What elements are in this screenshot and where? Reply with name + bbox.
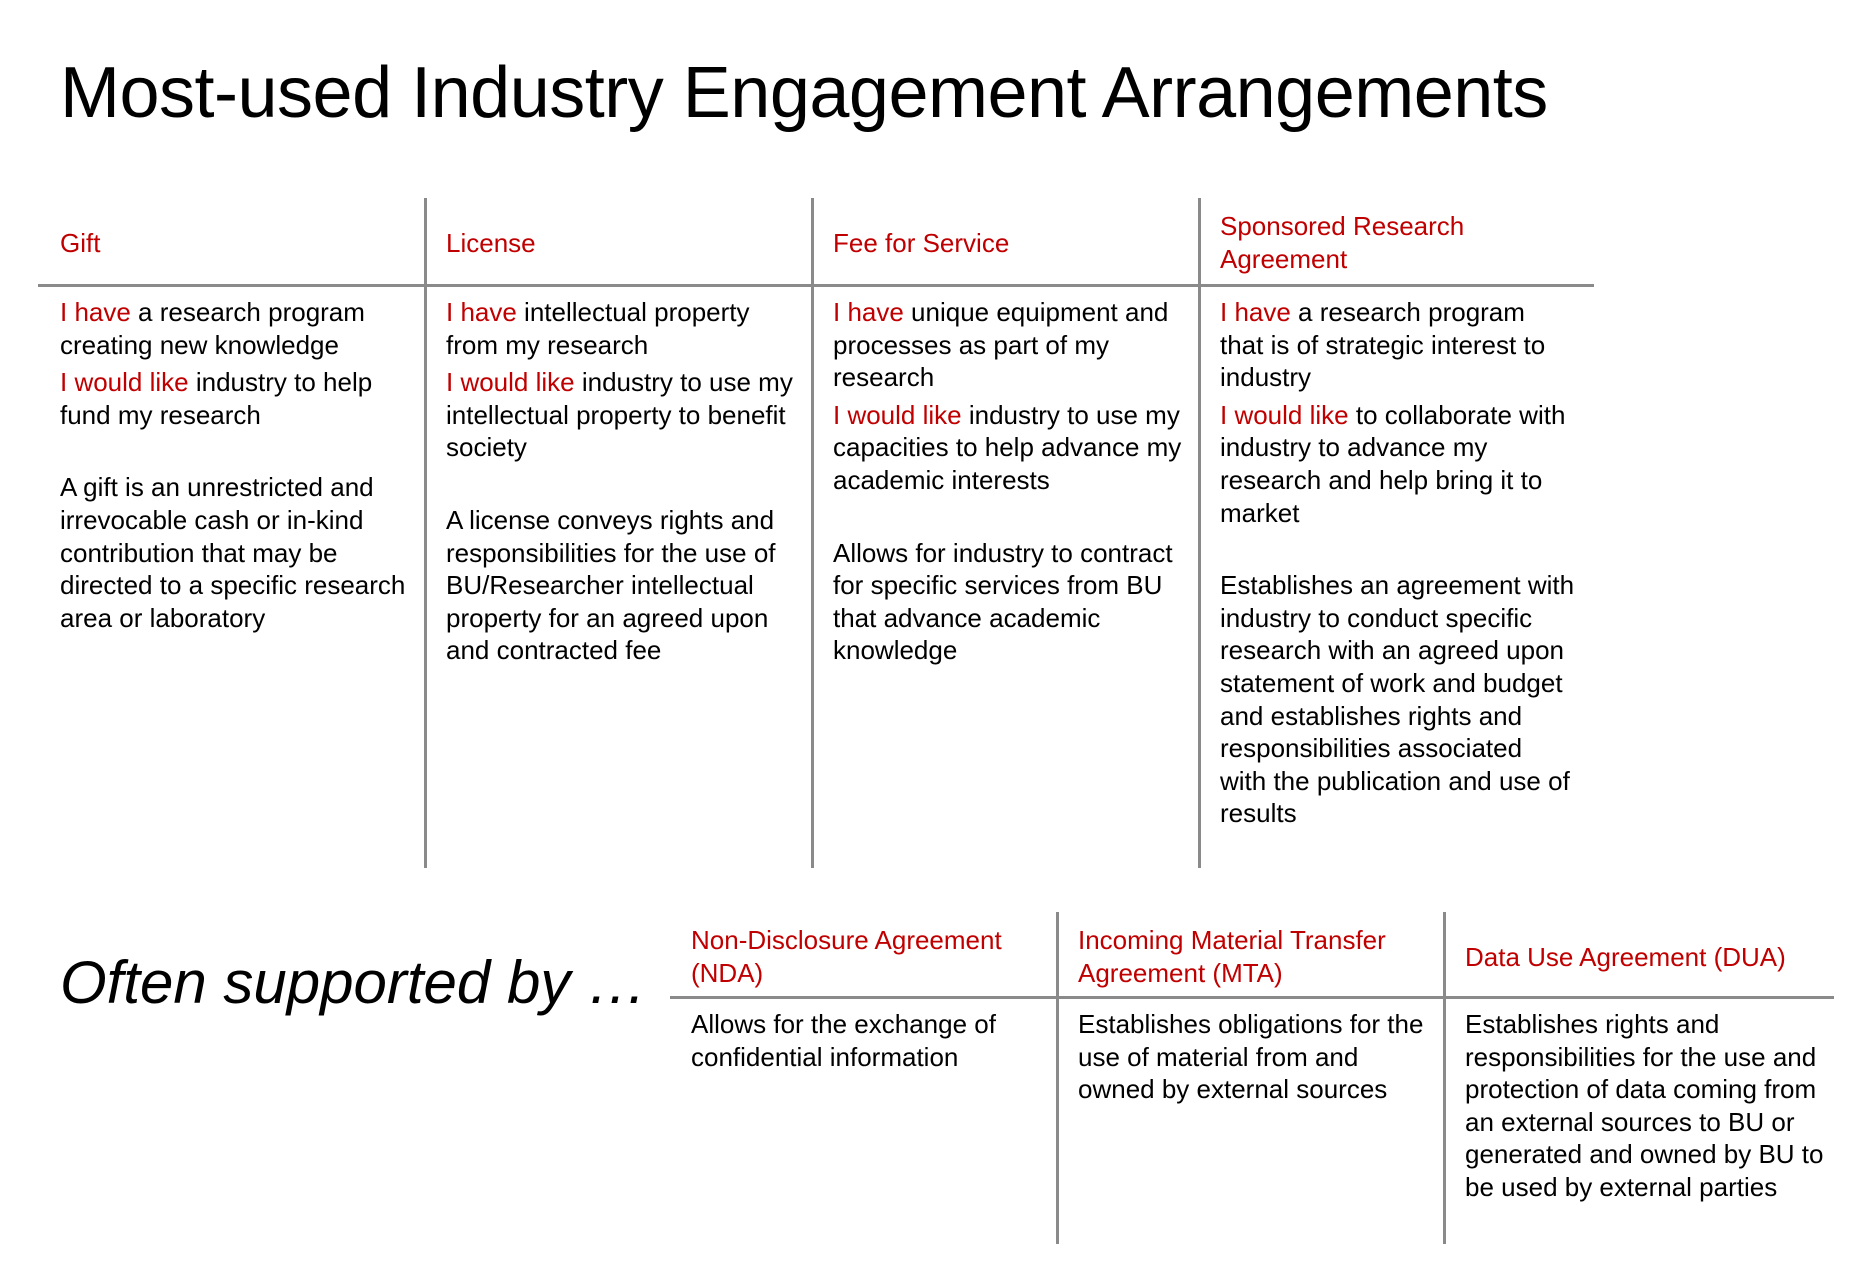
column-body-gift bbox=[60, 296, 410, 634]
have-statement bbox=[833, 296, 1188, 394]
often-supported-label: Often supported by … bbox=[60, 949, 647, 1016]
have-label: I have bbox=[446, 297, 517, 327]
have-label: I have bbox=[60, 297, 131, 327]
have-text: unique equipment and processes as part of my research bbox=[833, 297, 1169, 393]
column-body-sponsored-research bbox=[1220, 296, 1575, 830]
column-body-license bbox=[446, 296, 801, 667]
page-title: Most-used Industry Engagement Arrangements bbox=[60, 53, 1548, 133]
column-heading-mta: Incoming Material Transfer Agreement (MTA) bbox=[1078, 925, 1386, 988]
top-column-divider-3 bbox=[1198, 198, 1201, 868]
column-body-dua bbox=[1465, 1008, 1825, 1204]
column-description: Establishes rights and responsibilities for the use and protection of data coming from an external sources to BU or generated and owned by BU to be used by external parties bbox=[1465, 1009, 1824, 1202]
have-statement bbox=[60, 296, 410, 361]
like-label: I would like bbox=[60, 367, 189, 398]
column-heading-fee-for-service: Fee for Service bbox=[833, 227, 1010, 258]
column-description: A license conveys rights and responsibilities for the use of BU/Researcher intellectual property for an agreed upon and contracted fee bbox=[446, 504, 776, 666]
have-text: intellectual property from my research bbox=[446, 297, 750, 360]
column-description: Allows for industry to contract for specific services from BU that advance academic knowledge bbox=[833, 537, 1173, 666]
have-statement bbox=[1220, 296, 1575, 394]
column-description: Allows for the exchange of confidential information bbox=[691, 1009, 996, 1072]
bottom-column-divider-1 bbox=[1056, 912, 1059, 1244]
column-heading-license: License bbox=[446, 227, 536, 258]
like-text: industry to use my intellectual property to benefit society bbox=[446, 367, 793, 463]
have-text: a research program creating new knowledge bbox=[60, 297, 365, 360]
top-column-divider-1 bbox=[424, 198, 427, 868]
have-text: a research program that is of strategic interest to industry bbox=[1220, 297, 1546, 393]
like-label: I would like bbox=[1220, 399, 1349, 430]
like-text: industry to use my capacities to help advance my academic interests bbox=[833, 399, 1182, 495]
top-column-divider-2 bbox=[811, 198, 814, 868]
like-statement bbox=[833, 399, 1188, 497]
like-label: I would like bbox=[833, 399, 962, 430]
column-description: A gift is an unrestricted and irrevocable cash or in-kind contribution that may be directed to a specific research area or laboratory bbox=[60, 472, 406, 633]
column-body-mta bbox=[1078, 1008, 1433, 1106]
like-statement bbox=[1220, 399, 1575, 529]
bottom-table-header-rule bbox=[670, 996, 1834, 999]
like-statement bbox=[60, 366, 410, 431]
column-heading-gift: Gift bbox=[60, 227, 101, 258]
column-description: Establishes obligations for the use of material from and owned by external sources bbox=[1078, 1009, 1424, 1105]
like-label: I would like bbox=[446, 367, 575, 398]
like-text: to collaborate with industry to advance my research and help bring it to market bbox=[1220, 399, 1566, 528]
bottom-column-divider-2 bbox=[1443, 912, 1446, 1244]
have-label: I have bbox=[833, 297, 904, 327]
column-heading-nda: Non-Disclosure Agreement (NDA) bbox=[691, 925, 1002, 988]
like-text: industry to help fund my research bbox=[60, 367, 373, 430]
have-label: I have bbox=[1220, 297, 1291, 327]
column-body-fee-for-service bbox=[833, 296, 1188, 667]
column-description: Establishes an agreement with industry to conduct specific research with an agreed upon statement of work and budget and establishes rights and responsibilities associated with the publication and use of results bbox=[1220, 570, 1575, 829]
like-statement bbox=[446, 366, 801, 464]
column-body-nda bbox=[691, 1008, 1046, 1073]
column-heading-dua: Data Use Agreement (DUA) bbox=[1465, 941, 1786, 972]
column-heading-sponsored-research: Sponsored Research Agreement bbox=[1220, 211, 1465, 274]
have-statement bbox=[446, 296, 801, 361]
top-table-header-rule bbox=[38, 284, 1594, 287]
